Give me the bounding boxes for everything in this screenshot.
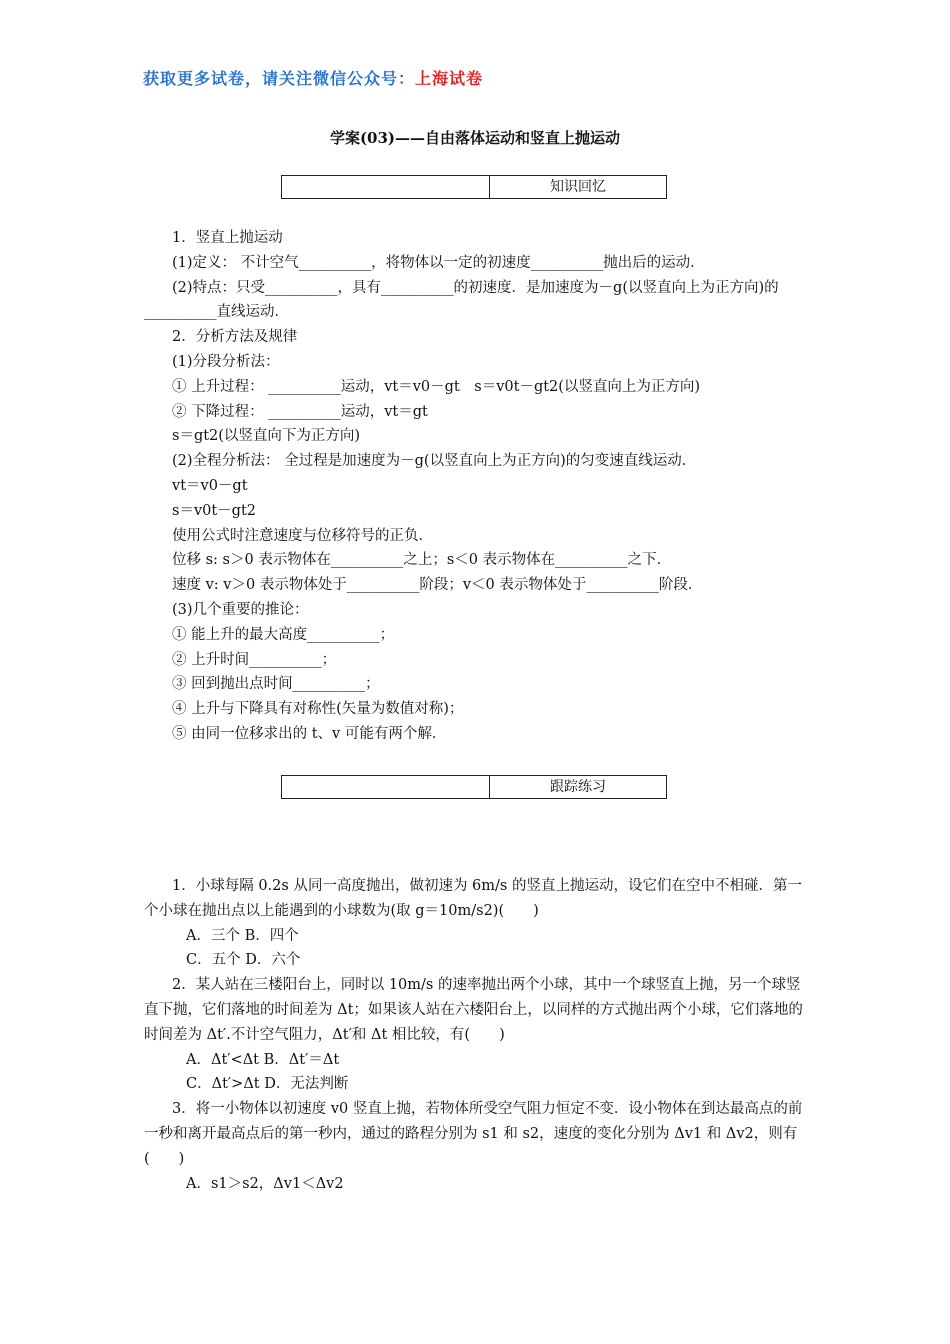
question-3: 3．将一小物体以初速度 v0 竖直上抛，若物体所受空气阻力恒定不变．设小物体在到达最高点的前一秒和离开最高点后的第一秒内，通过的路程分别为 s1 和 s2，速度的变化分别为 Δv1 和 Δv2，则有( ) — [144, 1101, 803, 1167]
review-line: 2．分析方法及规律 — [172, 329, 298, 346]
review-line: ① 能上升的最大高度__________； — [172, 626, 395, 643]
review-line: ④ 上升与下降具有对称性(矢量为数值对称)； — [172, 701, 464, 718]
section-label-practice: 跟踪练习 — [550, 779, 606, 795]
review-line: (1)定义： 不计空气__________，将物体以一定的初速度__________抛出后的运动． — [172, 254, 705, 271]
review-line: (2)特点：只受__________，具有__________的初速度．是加速度为－g(以竖直向上为正方向)的__________直线运动． — [144, 279, 779, 321]
review-line: 使用公式时注意速度与位移符号的正负． — [172, 527, 433, 544]
review-line: vt＝v0－gt — [172, 477, 248, 494]
review-line: s＝v0t－gt2 — [172, 502, 257, 519]
question-1-options-cd: C．五个 D．六个 — [186, 952, 301, 969]
section-box-practice — [281, 775, 667, 799]
review-line: 位移 s: s＞0 表示物体在__________之上；s＜0 表示物体在__________之下． — [172, 552, 672, 569]
review-line: ⑤ 由同一位移求出的 t、v 可能有两个解． — [172, 725, 447, 742]
question-2-options-ab: A．Δt′<Δt B．Δt′＝Δt — [186, 1051, 340, 1068]
promo-banner — [143, 66, 483, 89]
promo-prefix: 获取更多试卷，请关注微信公众号： — [143, 69, 416, 88]
review-line: ② 下降过程： __________运动，vt＝gt — [172, 403, 428, 420]
review-content — [144, 226, 812, 747]
question-1: 1．小球每隔 0.2s 从同一高度抛出，做初速为 6m/s 的竖直上抛运动，设它们在空中不相碰．第一个小球在抛出点以上能遇到的小球数为(取 g＝10m/s2)( ) — [144, 878, 802, 919]
review-line: (1)分段分析法： — [172, 353, 280, 370]
review-line: s＝gt2(以竖直向下为正方向) — [172, 428, 361, 445]
section-box-review — [281, 175, 667, 199]
review-line: 1．竖直上抛运动 — [172, 230, 283, 246]
review-line: 速度 v: v＞0 表示物体处于__________阶段；v＜0 表示物体处于__________阶段． — [172, 577, 703, 594]
promo-name: 上海试卷 — [415, 69, 484, 88]
question-2: 2．某人站在三楼阳台上，同时以 10m/s 的速率抛出两个小球，其中一个球竖直上抛，另一个球竖直下抛，它们落地的时间差为 Δt；如果该人站在六楼阳台上，以同样的方式抛出两个小球，它们落地的时间差为 Δt′.不计空气阻力，Δt′和 Δt 相比较，有( ) — [144, 977, 803, 1043]
section-box-left-cell — [282, 176, 490, 198]
question-1-options-ab: A．三个 B．四个 — [186, 927, 299, 944]
review-line: (2)全程分析法： 全过程是加速度为－g(以竖直向上为正方向)的匀变速直线运动． — [172, 453, 697, 470]
page-title: 学案(03)——自由落体运动和竖直上抛运动 — [329, 129, 621, 147]
review-line: ① 上升过程： __________运动，vt＝v0－gt s＝v0t－gt2(以竖直向上为正方向) — [172, 378, 701, 395]
question-2-options-cd: C．Δt′>Δt D．无法判断 — [186, 1076, 349, 1093]
review-line: ② 上升时间__________； — [172, 651, 337, 668]
review-line: (3)几个重要的推论： — [172, 601, 309, 618]
section-box-left-cell — [282, 776, 490, 798]
section-label-review: 知识回忆 — [550, 179, 606, 195]
review-line: ③ 回到抛出点时间__________； — [172, 676, 380, 693]
practice-content — [144, 874, 812, 1196]
question-3-option-a: A．s1＞s2，Δv1＜Δv2 — [186, 1175, 344, 1192]
